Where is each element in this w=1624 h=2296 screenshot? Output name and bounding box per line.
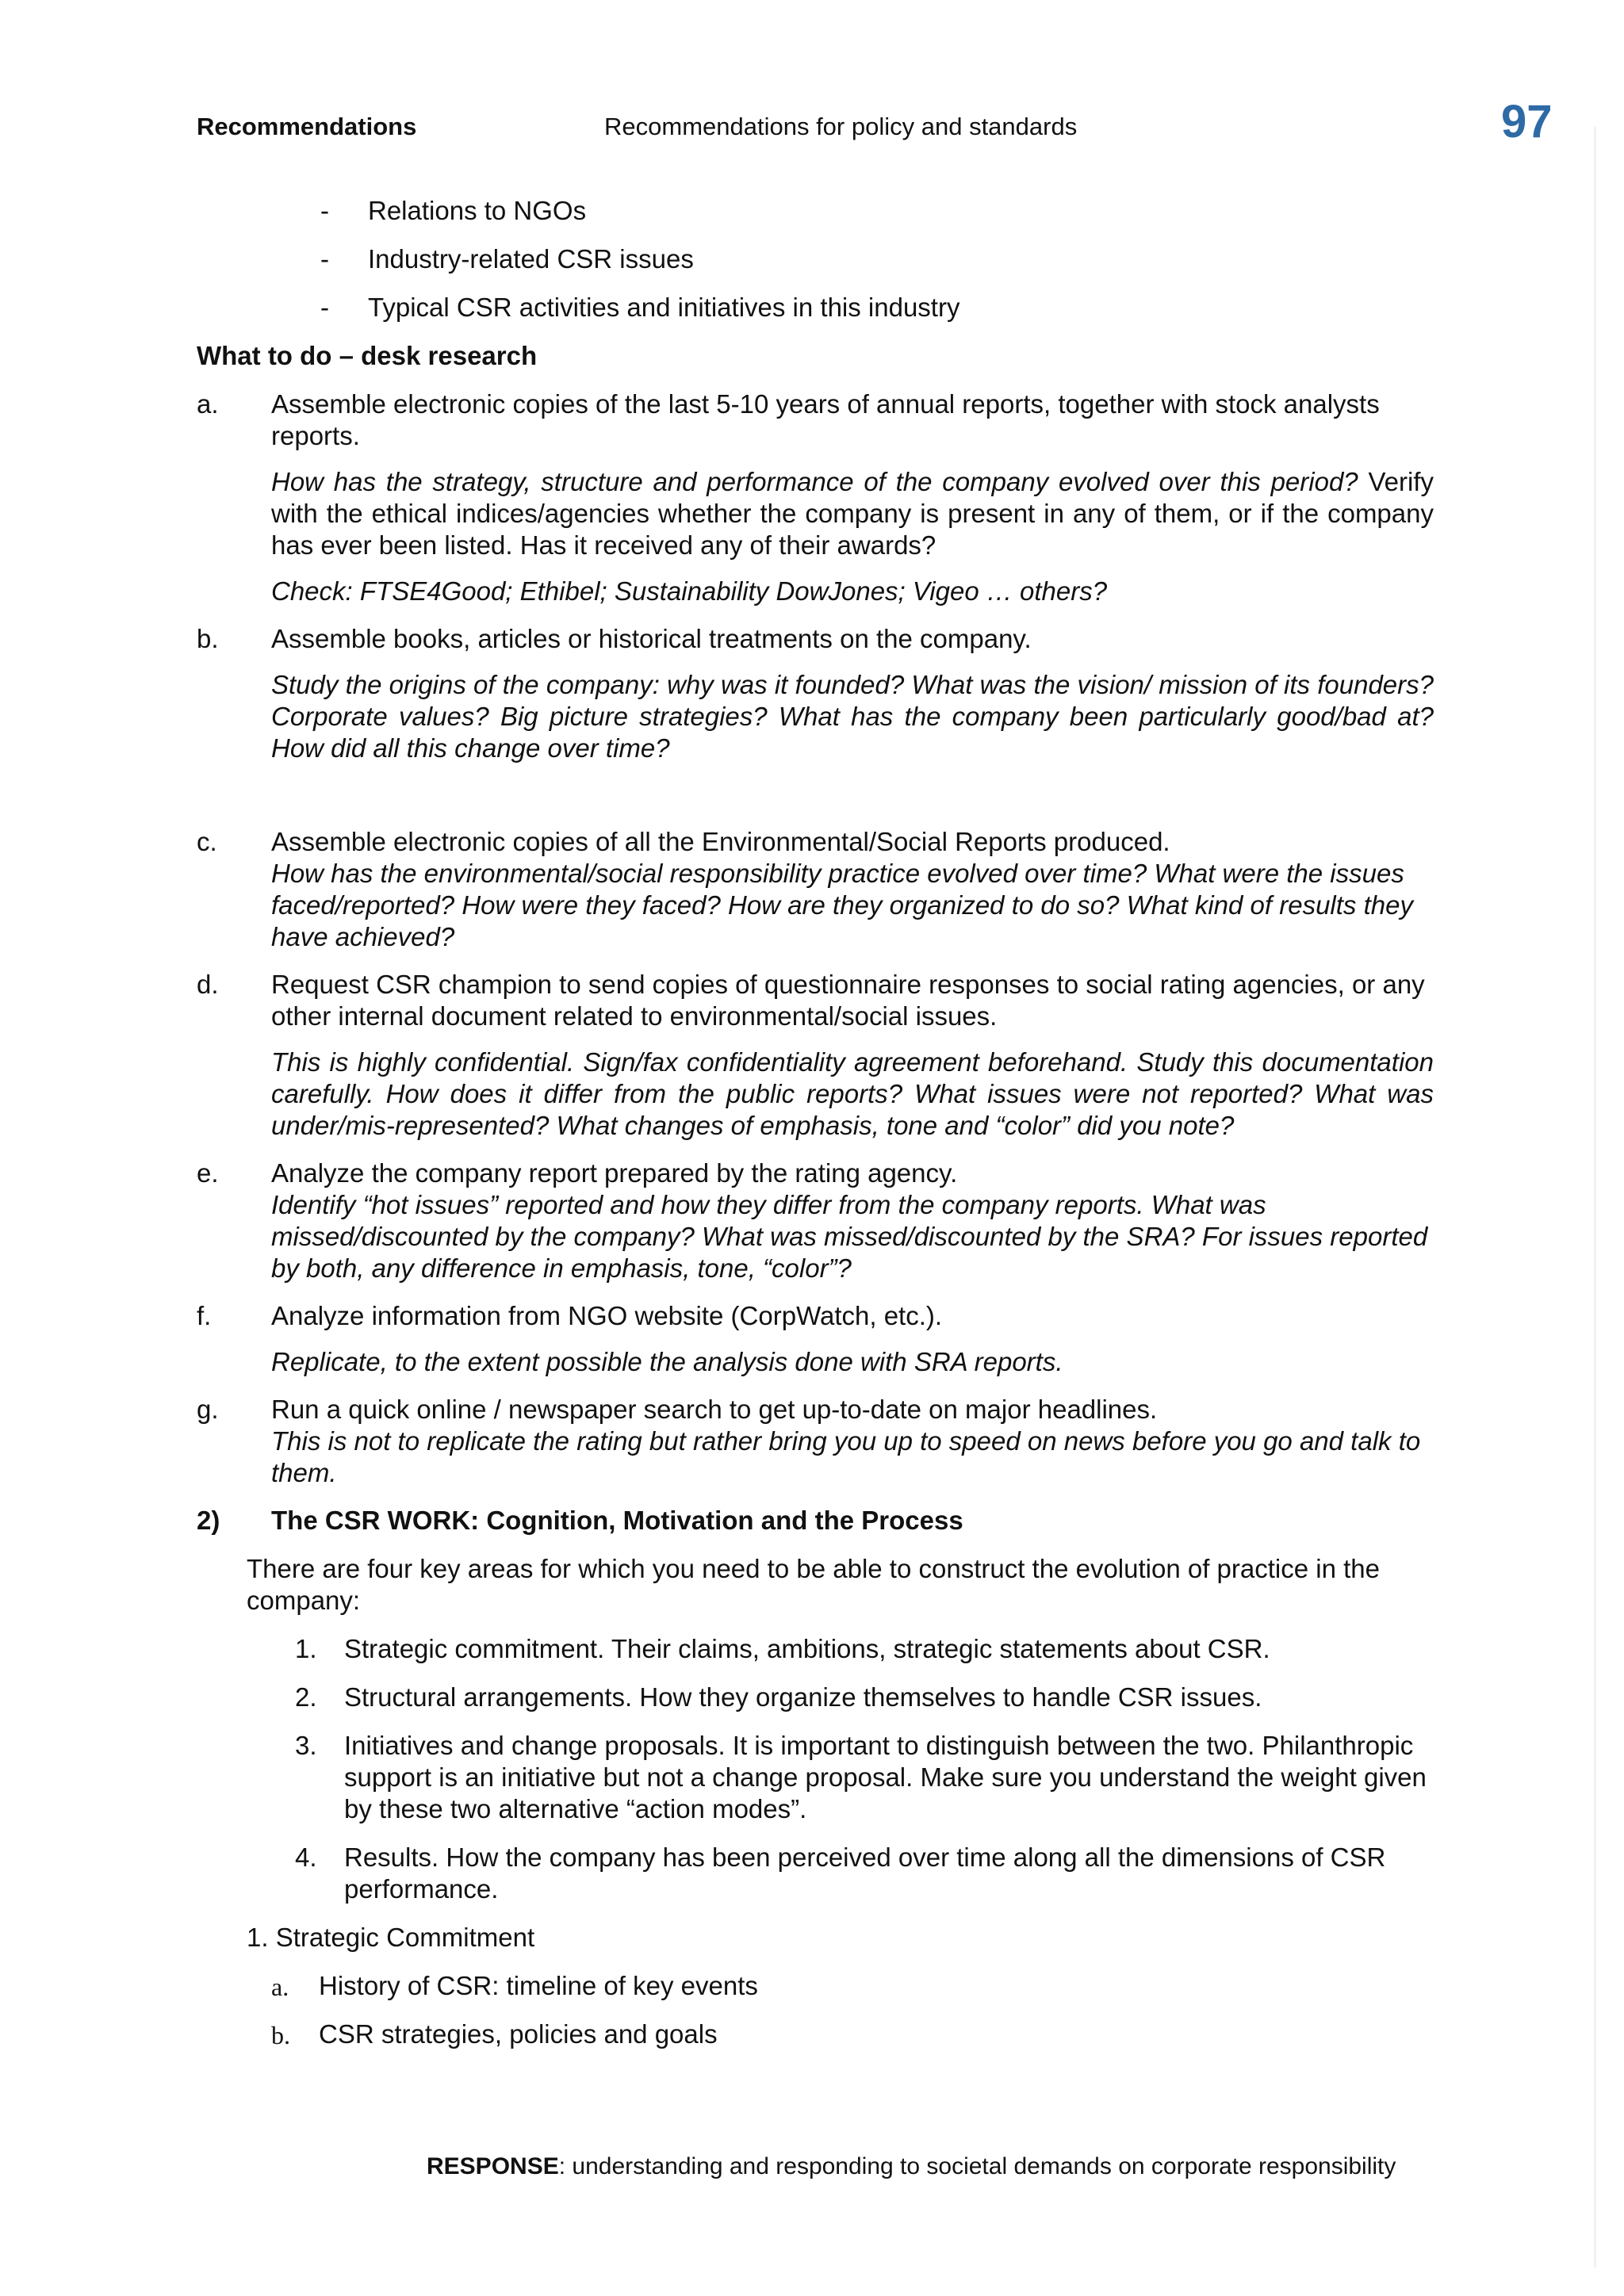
desk-item-f [197, 1300, 1434, 1378]
margin-rule [1594, 127, 1596, 2267]
item-marker: 3. [295, 1731, 317, 1760]
item-text: Request CSR champion to send copies of questionnaire responses to social rating agencies, or any other internal document related to environmental/social issues. [271, 970, 1425, 1031]
dash-list-item [197, 195, 1434, 227]
item-text: Initiatives and change proposals. It is important to distinguish between the two. Philanthropic support is an initiative but not a change proposal. Make sure you understand the weight given by these two alternative “action modes”. [344, 1731, 1427, 1823]
footer-tagline: : understanding and responding to societal demands on corporate responsibility [558, 2153, 1396, 2179]
section-title: The CSR WORK: Cognition, Motivation and the Process [271, 1506, 963, 1535]
item-marker: 2. [295, 1682, 317, 1712]
item-note: Identify “hot issues” reported and how they differ from the company reports. What was missed/discounted by the company? What was missed/discounted by the SRA? For issues reported by both, any difference in emphasis, tone, “color”? [271, 1190, 1428, 1283]
dash-marker: - [320, 244, 329, 274]
item-check: Check: FTSE4Good; Ethibel; Sustainability DowJones; Vigeo … others? [271, 576, 1108, 606]
dash-item-text: Relations to NGOs [368, 196, 587, 225]
desk-item-g [197, 1394, 1434, 1489]
item-marker: g. [197, 1395, 219, 1424]
header-section-label: Recommendations [197, 113, 417, 140]
item-marker: f. [197, 1301, 212, 1330]
item-text: Assemble electronic copies of all the Environmental/Social Reports produced. [271, 827, 1170, 856]
section-marker: 2) [197, 1506, 220, 1535]
item-text: Structural arrangements. How they organize themselves to handle CSR issues. [344, 1682, 1262, 1712]
item-marker: b. [197, 624, 219, 653]
item-marker: a. [271, 1973, 289, 2001]
key-area-item [197, 1730, 1434, 1825]
desk-item-b [197, 623, 1434, 764]
item-note: How has the environmental/social responsibility practice evolved over time? What were the issues faced/reported? How were they faced? How are they organized to do so? What kind of results they have achieved? [271, 859, 1413, 951]
item-note: Replicate, to the extent possible the analysis done with SRA reports. [271, 1347, 1063, 1376]
page-footer [427, 2153, 1396, 2180]
item-marker: a. [197, 389, 219, 419]
header-chapter-title: Recommendations for policy and standards [604, 113, 1078, 140]
item-text: Assemble books, articles or historical treatments on the company. [271, 624, 1032, 653]
section-2-heading [197, 1505, 1434, 1536]
footer-brand: RESPONSE [427, 2153, 559, 2179]
item-verify: Verify with the ethical indices/agencies whether the company is present in any of them, or if the company has ever been listed. Has it received any of their awards? [271, 467, 1434, 560]
page-body [197, 195, 1434, 2067]
item-note: This is highly confidential. Sign/fax confidentiality agreement beforehand. Study this documentation carefully. How does it differ from the public reports? What issues were not reported? What was under/mis-represented? What changes of emphasis, tone and “color” did you note? [271, 1047, 1434, 1140]
item-text: Analyze information from NGO website (CorpWatch, etc.). [271, 1301, 943, 1330]
key-area-item [197, 1682, 1434, 1713]
item-note [271, 466, 1434, 561]
item-text: Analyze the company report prepared by the rating agency. [271, 1158, 958, 1188]
desk-item-d [197, 969, 1434, 1142]
desk-item-e [197, 1158, 1434, 1284]
item-marker: 1. [295, 1634, 317, 1663]
item-text: History of CSR: timeline of key events [319, 1971, 758, 2000]
item-text: Run a quick online / newspaper search to get up-to-date on major headlines. [271, 1395, 1158, 1424]
item-text: Assemble electronic copies of the last 5-10 years of annual reports, together with stock analysts reports. [271, 389, 1380, 450]
item-marker: b. [271, 2021, 290, 2049]
desk-item-c [197, 826, 1434, 953]
dash-item-text: Typical CSR activities and initiatives in this industry [368, 293, 960, 322]
item-note: This is not to replicate the rating but rather bring you up to speed on news before you go and talk to them. [271, 1426, 1421, 1487]
item-note: Study the origins of the company: why was it founded? What was the vision/ mission of its founders? Corporate values? Big picture strategies? What has the company been particularly good/bad at? How did all this change over time? [271, 670, 1434, 763]
dash-marker: - [320, 196, 329, 225]
desk-research-heading: What to do – desk research [197, 341, 538, 370]
key-area-item [197, 1633, 1434, 1665]
item-text: Results. How the company has been perceived over time along all the dimensions of CSR performance. [344, 1843, 1386, 1904]
item-text: CSR strategies, policies and goals [319, 2019, 718, 2049]
section-intro: There are four key areas for which you need to be able to construct the evolution of practice in the company: [247, 1554, 1380, 1615]
dash-list-item [197, 243, 1434, 275]
item-marker: c. [197, 827, 217, 856]
item-marker: e. [197, 1158, 219, 1188]
desk-item-a [197, 388, 1434, 607]
dash-list-item [197, 292, 1434, 323]
dash-marker: - [320, 293, 329, 322]
dash-item-text: Industry-related CSR issues [368, 244, 694, 274]
item-marker: 4. [295, 1843, 317, 1872]
item-text: Strategic commitment. Their claims, ambitions, strategic statements about CSR. [344, 1634, 1270, 1663]
strategic-commitment-heading: 1. Strategic Commitment [247, 1923, 535, 1952]
sub-list-item [197, 1970, 1434, 2002]
item-marker: d. [197, 970, 219, 999]
page-number: 97 [1501, 96, 1553, 147]
item-question: How has the strategy, structure and performance of the company evolved over this period? [271, 467, 1358, 496]
sub-list-item [197, 2019, 1434, 2050]
key-area-item [197, 1842, 1434, 1905]
